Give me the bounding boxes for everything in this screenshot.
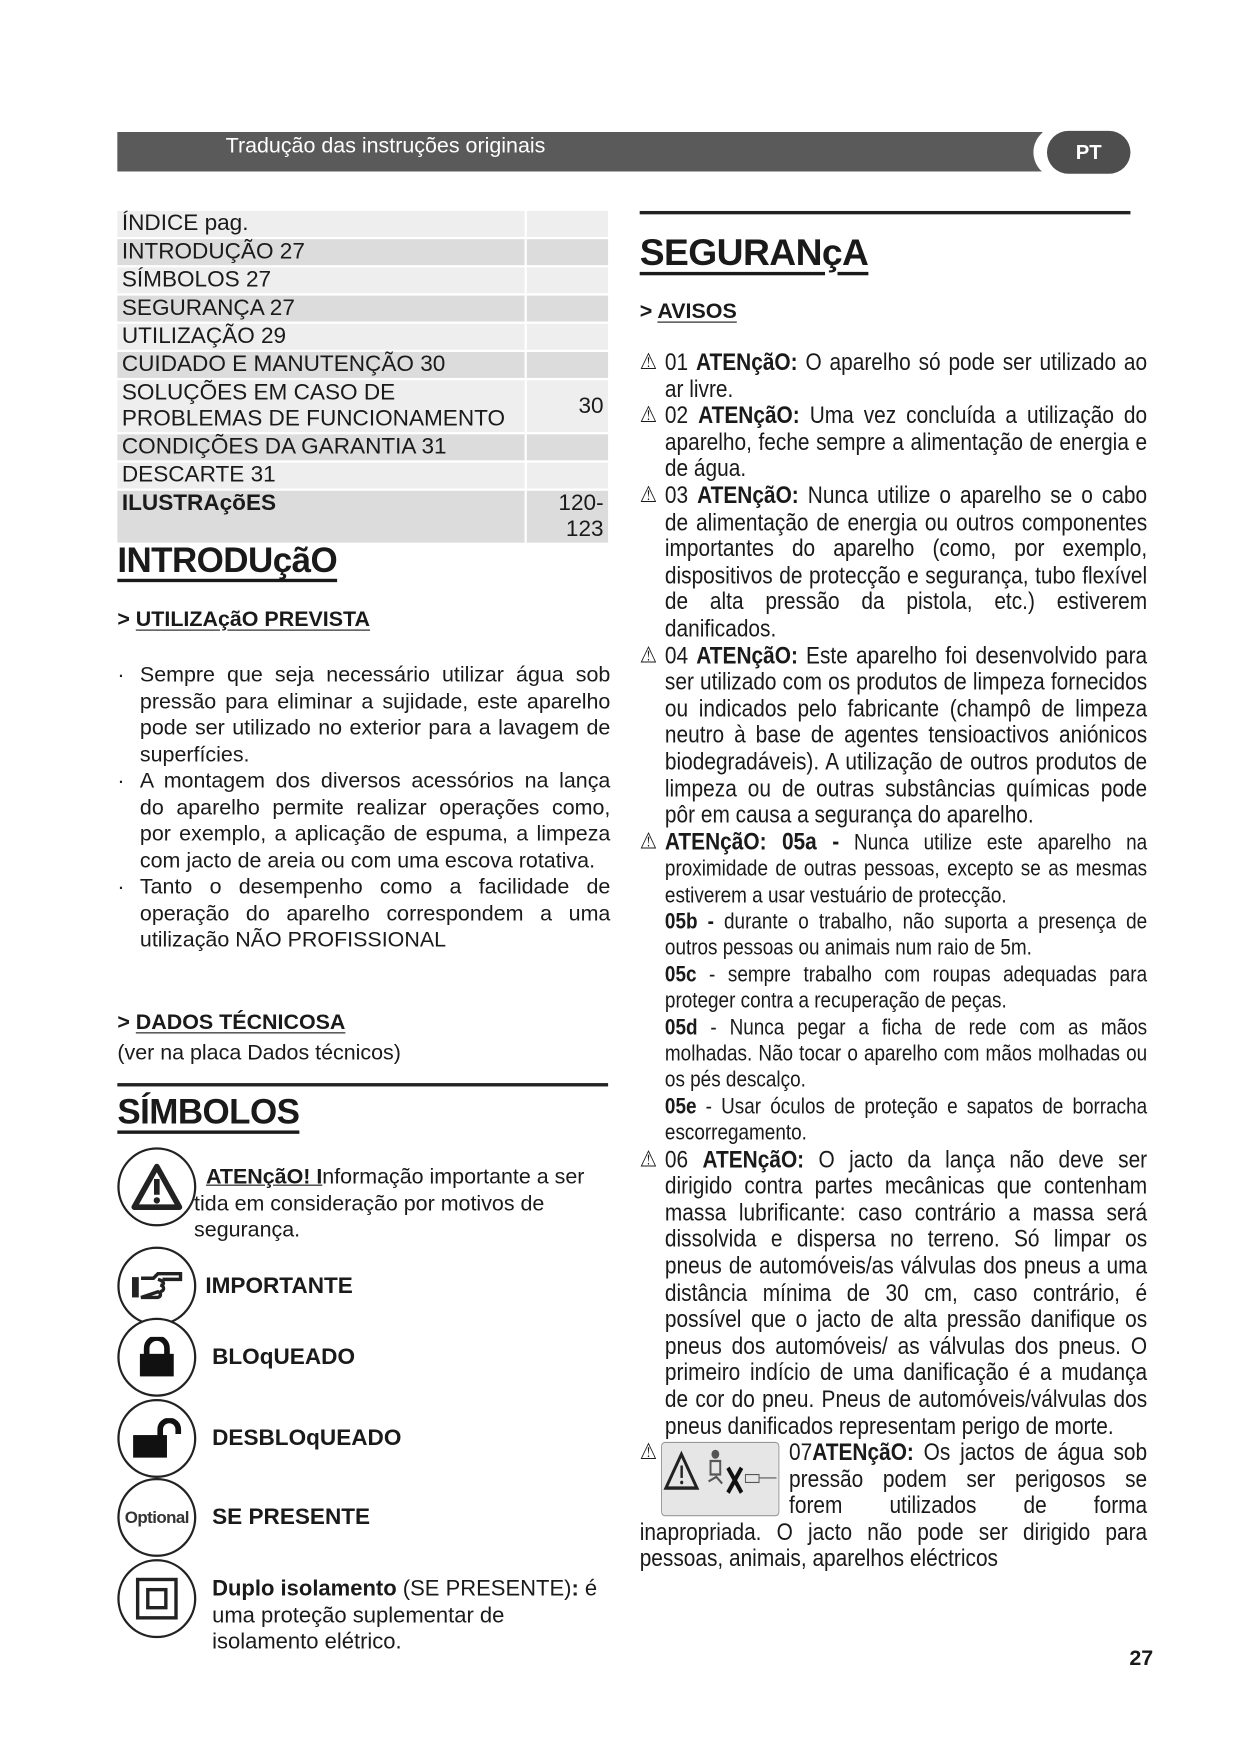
locked-label: BLOqUEADO xyxy=(212,1344,356,1370)
page-number: 27 xyxy=(1129,1647,1154,1671)
toc-page: 120-123 xyxy=(527,491,608,543)
toc-label: CONDIÇÕES DA GARANTIA 31 xyxy=(117,434,527,460)
toc-row xyxy=(117,267,608,295)
warning-triangle-icon: ⚠ xyxy=(639,482,658,508)
warning-label: ATENçãO: xyxy=(698,401,800,429)
toc-row xyxy=(117,380,608,434)
warning-label: ATENçãO: xyxy=(697,481,799,509)
safety-heading: SEGURANçA xyxy=(639,231,869,274)
attention-text: nformação importante a ser tida em consideração por motivos de segurança. xyxy=(194,1165,585,1243)
list-item: · Tanto o desempenho como a facilidade de operação do aparelho correspondem a uma utilização NÃO PROFISSIONAL xyxy=(117,874,610,954)
warning-text: O aparelho só pode ser utilizado ao ar livre. xyxy=(664,348,1148,403)
toc-label: ILUSTRAçõES xyxy=(117,491,527,543)
toc-row xyxy=(117,491,608,545)
sub-text: - Usar óculos de proteção e sapatos de borracha escorregamento. xyxy=(664,1094,1148,1146)
warning-05c xyxy=(640,962,1147,1015)
unlock-icon xyxy=(117,1399,196,1478)
warning-label: ATENçãO: xyxy=(702,1145,805,1173)
unlocked-label: DESBLOqUEADO xyxy=(212,1425,402,1451)
symbol-optional xyxy=(117,1478,370,1557)
warning-05e xyxy=(640,1094,1147,1147)
warning-triangle-icon: ⚠ xyxy=(639,828,658,854)
toc-row xyxy=(117,352,608,380)
warning-05d xyxy=(640,1015,1147,1094)
symbol-locked xyxy=(117,1318,355,1397)
symbol-unlocked xyxy=(117,1399,401,1478)
warning-text: Este aparelho foi desenvolvido para ser utilizado com os produtos de limpeza fornecidos ou indicados pelo fabricante (champô de limpeza neutro à base de agentes tensioactivos aniónicos biodegradáveis). A utilização de outros produtos de limpeza ou de outras substâncias químicas pode pôr em causa a segurança do aparelho. xyxy=(664,641,1148,829)
toc-row xyxy=(117,239,608,267)
warnings-title: AVISOS xyxy=(657,300,737,324)
optional-badge: Optional xyxy=(124,1507,189,1528)
list-item: · Sempre que seja necessário utilizar água sob pressão para eliminar a sujidade, este aparelho pode ser utilizado no exterior para a lavagem de superfícies. xyxy=(117,662,610,768)
double-insulation-label: Duplo isolamento xyxy=(212,1576,397,1601)
pointing-hand-icon xyxy=(117,1247,196,1326)
list-item: · A montagem dos diversos acessórios na lança do aparelho permite realizar operações como, por exemplo, a aplicação de espuma, a limpeza com jacto de areia ou com uma escova rotativa. xyxy=(117,768,610,874)
intro-heading: INTRODUçãO xyxy=(117,540,338,580)
divider xyxy=(117,1083,608,1086)
toc-page xyxy=(527,352,608,378)
toc-label: SÍMBOLOS 27 xyxy=(117,267,527,293)
warning-05b xyxy=(640,909,1147,962)
warning-number: 06 xyxy=(664,1145,703,1173)
warning-06 xyxy=(640,1147,1147,1440)
toc-row xyxy=(117,463,608,491)
toc-page xyxy=(527,267,608,293)
double-insulation-description xyxy=(212,1576,607,1656)
warning-triangle-icon xyxy=(117,1147,196,1226)
warning-text: Os jactos de água sob pressão podem ser perigosos se forem utilizados de forma inapropriada. O jacto não pode ser dirigido para pessoas, animais, aparelhos eléctricos xyxy=(639,1438,1148,1573)
toc-row xyxy=(117,324,608,352)
warning-number: 02 xyxy=(664,401,699,429)
warning-05a xyxy=(640,829,1147,909)
symbol-attention xyxy=(117,1147,196,1226)
toc-label: ÍNDICE pag. xyxy=(117,211,527,237)
double-insulation-text: é uma proteção suplementar de isolamento elétrico. xyxy=(212,1576,598,1654)
toc-page: 30 xyxy=(527,380,608,432)
symbol-important xyxy=(117,1247,352,1326)
toc-label: INTRODUÇÃO 27 xyxy=(117,239,527,265)
toc-label: CUIDADO E MANUTENÇÃO 30 xyxy=(117,352,527,378)
warning-triangle-icon: ⚠ xyxy=(639,402,658,428)
attention-description xyxy=(194,1164,609,1244)
tech-data-note: (ver na placa Dados técnicos) xyxy=(117,1041,401,1066)
double-insulation-note: (SE PRESENTE) xyxy=(396,1576,572,1601)
language-badge: PT xyxy=(1047,131,1130,174)
intended-use-title: UTILIZAçãO PREVISTA xyxy=(135,608,371,632)
warnings-heading: > AVISOS xyxy=(639,300,737,324)
toc-label: UTILIZAÇÃO 29 xyxy=(117,324,527,350)
symbols-heading: SÍMBOLOS xyxy=(117,1092,300,1132)
toc-row xyxy=(117,296,608,324)
lock-icon xyxy=(117,1318,196,1397)
table-of-contents xyxy=(117,211,608,545)
toc-page xyxy=(527,296,608,322)
toc-row xyxy=(117,211,608,239)
divider xyxy=(640,211,1131,214)
warning-triangle-icon: ⚠ xyxy=(639,642,658,668)
warning-01 xyxy=(640,350,1147,403)
warning-triangle-icon: ⚠ xyxy=(639,1146,658,1172)
important-label: IMPORTANTE xyxy=(205,1273,353,1298)
double-insulation-icon xyxy=(117,1559,196,1638)
colon: : xyxy=(571,1576,579,1601)
intended-use-list xyxy=(117,662,610,954)
warning-triangle-icon: ⚠ xyxy=(639,349,658,375)
tech-data-heading: > DADOS TÉCNICOSA xyxy=(117,1010,346,1035)
toc-label: SOLUÇÕES EM CASO DE PROBLEMAS DE FUNCIONAMENTO xyxy=(117,380,527,432)
intended-use-heading: > UTILIZAçãO PREVISTA xyxy=(117,608,371,632)
warning-label: ATENçãO: 05a - xyxy=(664,827,840,855)
toc-page xyxy=(527,324,608,350)
sub-code: 05d xyxy=(664,1014,698,1040)
tech-data-title: DADOS TÉCNICOSA xyxy=(135,1010,346,1035)
warning-02 xyxy=(640,403,1147,483)
warning-triangle-icon: ⚠ xyxy=(639,1439,658,1465)
warning-text: Uma vez concluída a utilização do aparelho, feche sempre a alimentação de energia e de água. xyxy=(664,401,1148,483)
sub-code: 05e xyxy=(664,1094,697,1119)
sub-text: - sempre trabalho com roupas adequadas para proteger contra a recuperação de peças. xyxy=(664,962,1148,1014)
warning-label: ATENçãO: xyxy=(695,348,798,376)
warning-number: 04 xyxy=(664,641,697,669)
sub-text: durante o trabalho, não suporta a presença de outros pessoas ou animais num raio de 5m. xyxy=(664,909,1148,961)
toc-row xyxy=(117,434,608,462)
warning-text: O jacto da lança não deve ser dirigido contra partes mecânicas que contenham massa lubrificante: caso contrário a massa será dissolvida e dispersa no terreno. Só limpar os pneus de automóveis/as válvulas dos pneus a uma distância mínima de 30 cm, caso contrário, é possível que o jacto de alta pressão danifique os pneus dos automóveis/ as válvulas dos pneus. O primeiro indício de uma danificação é a mudança de cor do pneu. Pneus de automóveis/válvulas dos pneus danificados representam perigo de morte. xyxy=(664,1145,1148,1440)
warning-04 xyxy=(640,643,1147,829)
warnings-list xyxy=(640,350,1147,1573)
warning-07 xyxy=(640,1440,1147,1573)
toc-label: SEGURANÇA 27 xyxy=(117,296,527,322)
warning-number: 07 xyxy=(789,1438,813,1466)
sub-code: 05c xyxy=(664,962,697,987)
toc-page xyxy=(527,434,608,460)
warning-label: ATENçãO: xyxy=(812,1438,914,1466)
header-title: Tradução das instruções originais xyxy=(225,134,546,158)
attention-label: ATENçãO! I xyxy=(205,1165,323,1190)
toc-page xyxy=(527,463,608,489)
toc-page xyxy=(527,211,608,237)
toc-label: DESCARTE 31 xyxy=(117,463,527,489)
sub-text: - Nunca pegar a ficha de rede com as mãos molhadas. Não tocar o aparelho com mãos molhadas ou os pés descalço. xyxy=(664,1014,1148,1093)
warning-03 xyxy=(640,483,1147,643)
sub-code: 05b - xyxy=(664,909,714,935)
warning-number: 01 xyxy=(664,348,696,376)
symbol-double-insulation xyxy=(117,1559,196,1638)
warning-text: Nunca utilize este aparelho na proximidade de outras pessoas, excepto se as mesmas estiverem a usar vestuário de protecção. xyxy=(664,830,1148,908)
warning-label: ATENçãO: xyxy=(696,641,798,669)
spray-hazard-pictogram xyxy=(661,1442,779,1516)
toc-page xyxy=(527,239,608,265)
warning-number: 03 xyxy=(664,481,698,509)
warning-text: Nunca utilize o aparelho se o cabo de alimentação de energia ou outros componentes importantes do aparelho (como, por exemplo, dispositivos de protecção e segurança, tubo flexível de alta pressão da pistola, etc.) estiverem danificados. xyxy=(664,481,1148,642)
optional-icon xyxy=(117,1478,196,1557)
optional-label: SE PRESENTE xyxy=(212,1504,371,1530)
